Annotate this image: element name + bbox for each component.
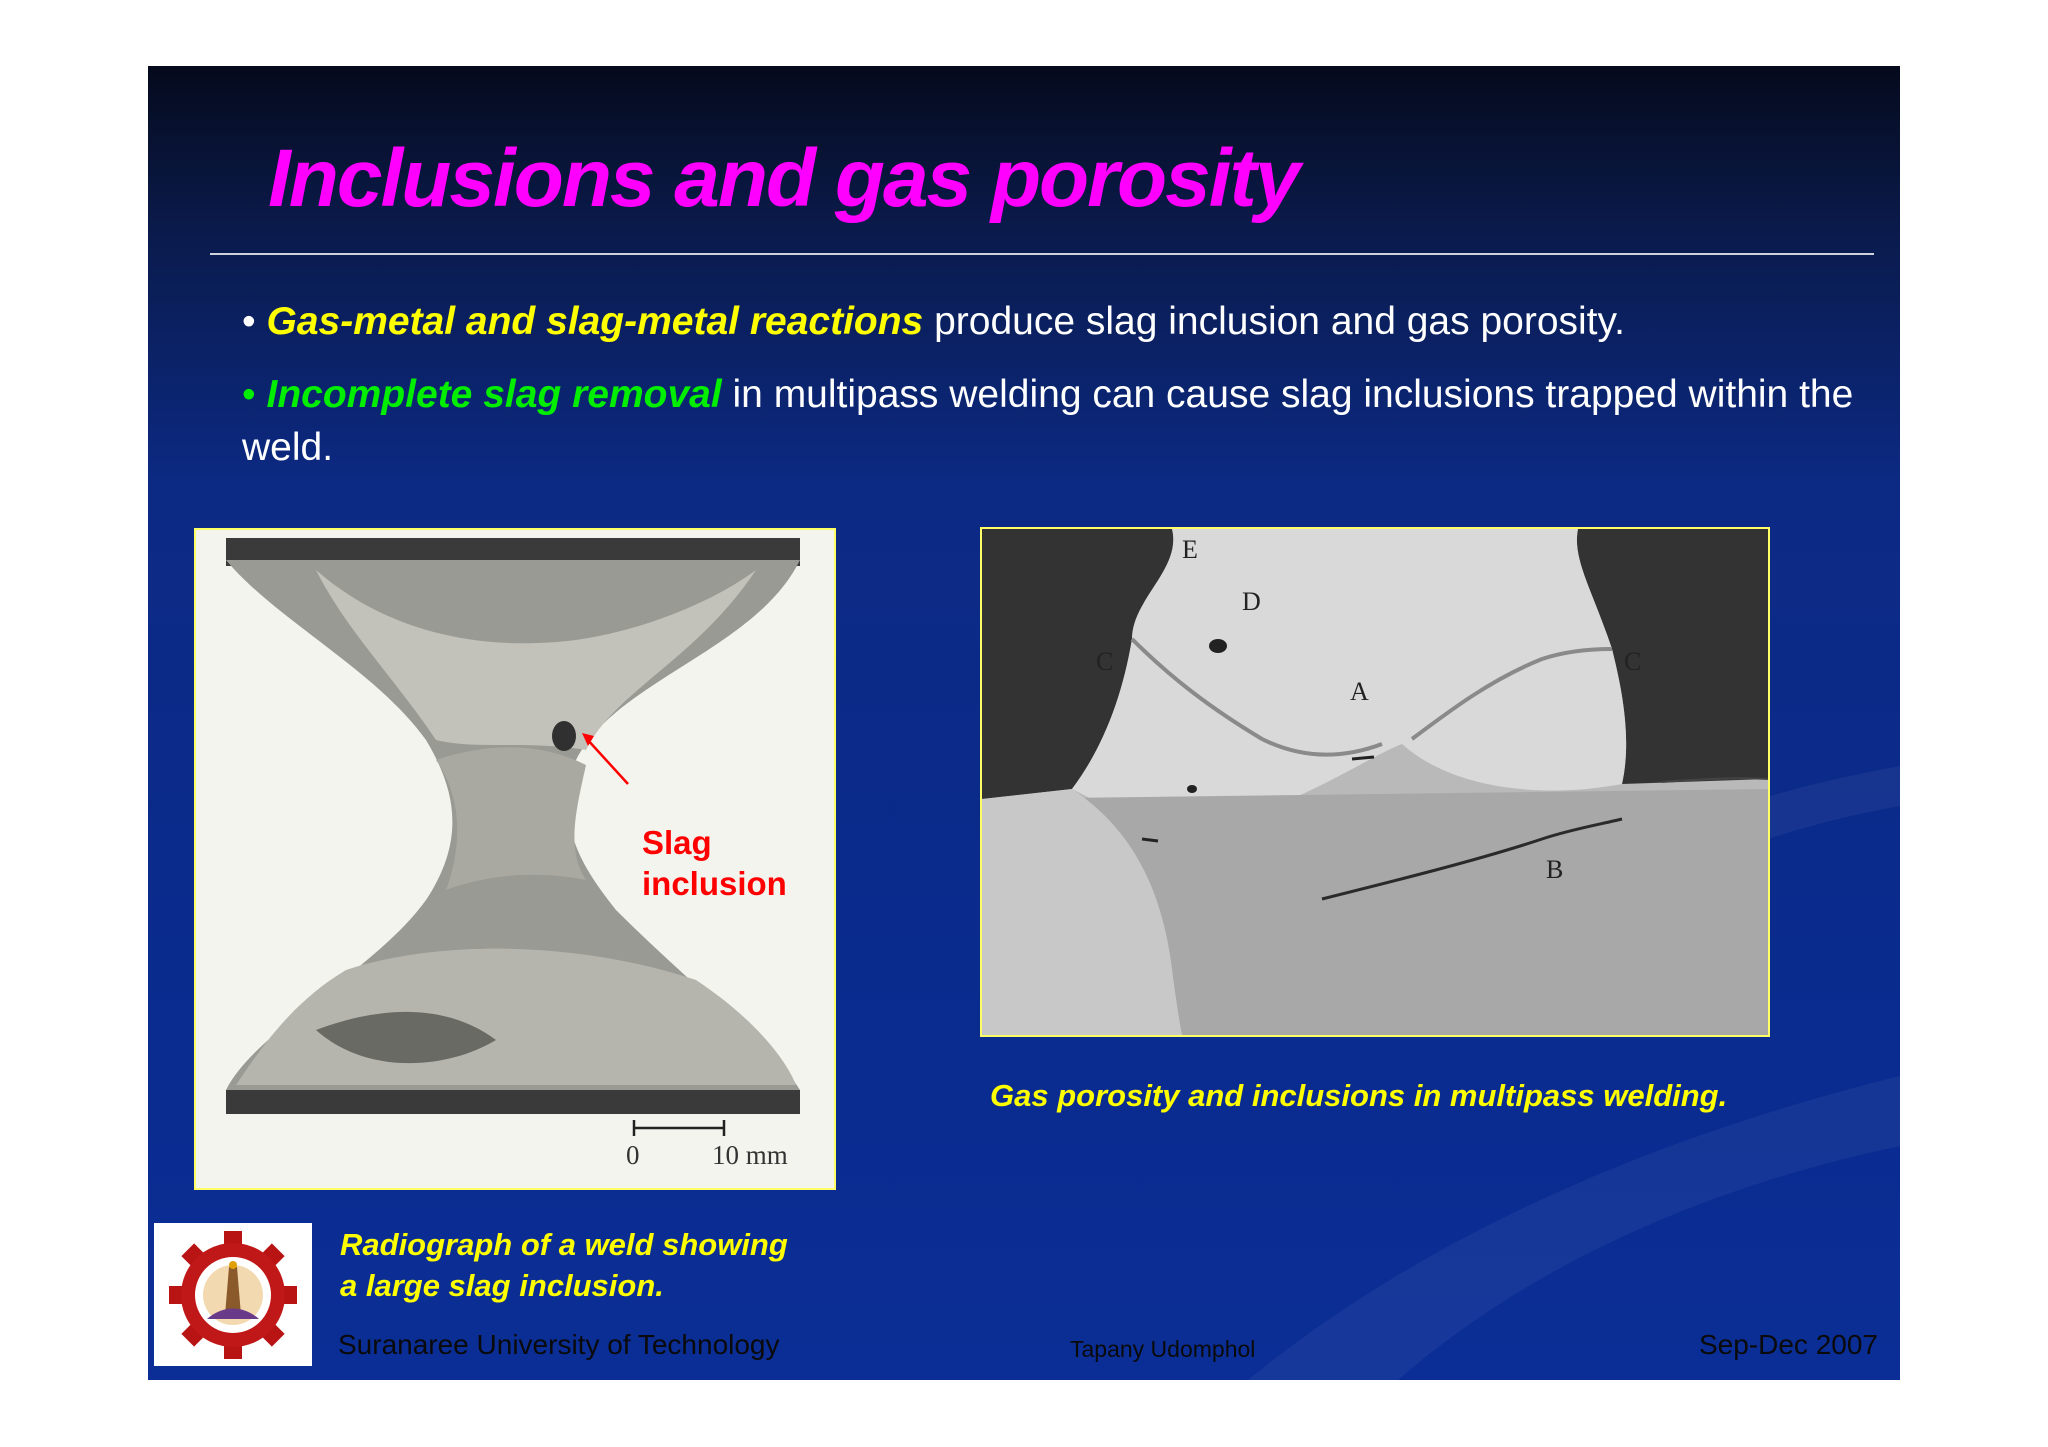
radiograph-caption-line-1: Radiograph of a weld showing: [340, 1227, 788, 1262]
label-b: B: [1546, 855, 1564, 884]
footer-date: Sep-Dec 2007: [1698, 1329, 1878, 1360]
bullet-1-text: produce slag inclusion and gas porosity.: [923, 300, 1625, 343]
label-e: E: [1182, 535, 1198, 564]
bullet-2-marker: •: [242, 373, 256, 416]
bullet-1-marker: •: [242, 300, 256, 343]
footer-institution: Suranaree University of Technology: [338, 1329, 780, 1360]
slag-label-line-1: Slag: [642, 824, 712, 861]
radiograph-caption: [340, 1224, 788, 1306]
university-logo: [154, 1223, 312, 1366]
bullet-2-text: in multipass welding can cause slag inclusions trapped within the weld.: [242, 373, 1854, 469]
radiograph-caption-line-2: a large slag inclusion.: [340, 1268, 664, 1303]
slag-label-line-2: inclusion: [642, 865, 787, 902]
label-c-left: C: [1096, 647, 1114, 676]
bullet-2: [242, 368, 1862, 474]
label-c-right: C: [1624, 647, 1642, 676]
university-gear-emblem-icon: [154, 1223, 312, 1366]
bullet-1-emphasis: Gas-metal and slag-metal reactions: [266, 300, 924, 343]
footer-author: Tapany Udomphol: [1070, 1336, 1256, 1362]
slag-inclusion-label: [642, 822, 787, 904]
slide-title: Inclusions and gas porosity: [268, 133, 1299, 224]
multipass-caption: Gas porosity and inclusions in multipass welding.: [990, 1078, 1728, 1113]
bullet-2-emphasis: Incomplete slag removal: [266, 373, 722, 416]
multipass-weld-image: [982, 529, 1768, 1035]
scale-start-label: 0: [626, 1140, 640, 1170]
scale-end-label: 10 mm: [712, 1140, 788, 1170]
label-a: A: [1350, 677, 1369, 706]
label-d: D: [1242, 587, 1261, 616]
slide: [148, 66, 1900, 1380]
bullet-1: [242, 295, 1862, 348]
multipass-weld-figure: [980, 527, 1770, 1037]
title-divider: [210, 253, 1874, 255]
